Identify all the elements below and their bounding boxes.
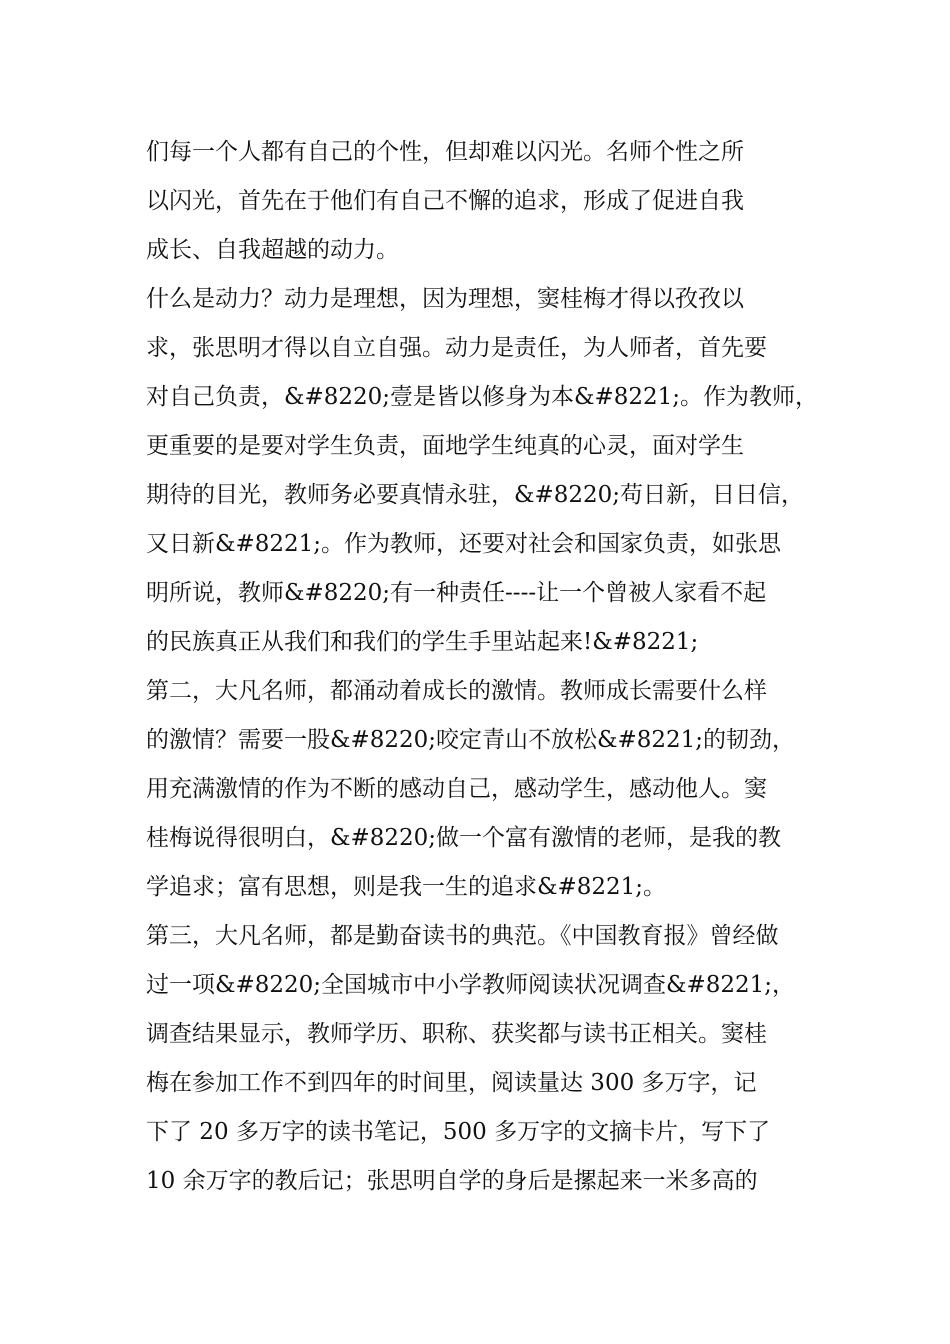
- text-line: 期待的目光，教师务必要真情永驻，&#8220;苟日新，日日信，: [146, 482, 805, 508]
- text-line: 的激情？需要一股&#8220;咬定青山不放松&#8221;的韧劲，: [146, 727, 796, 753]
- text-line: 过一项&#8220;全国城市中小学教师阅读状况调查&#8221;，: [146, 972, 796, 998]
- text-line: 第二，大凡名师，都涌动着成长的激情。教师成长需要什么样: [146, 678, 767, 704]
- text-line: 用充满激情的作为不断的感动自己，感动学生，感动他人。窦: [146, 776, 767, 802]
- text-line: 梅在参加工作不到四年的时间里，阅读量达 300 多万字，记: [146, 1070, 757, 1096]
- text-line: 对自己负责，&#8220;壹是皆以修身为本&#8221;。作为教师，: [146, 384, 819, 410]
- text-line: 学追求；富有思想，则是我一生的追求&#8221;。: [146, 874, 667, 900]
- text-line: 第三，大凡名师，都是勤奋读书的典范。《中国教育报》曾经做: [146, 923, 779, 949]
- text-line: 成长、自我超越的动力。: [146, 237, 399, 263]
- text-line: 以闪光，首先在于他们有自己不懈的追求，形成了促进自我: [146, 188, 744, 214]
- body-text: [146, 128, 819, 1206]
- text-line: 的民族真正从我们和我们的学生手里站起来!&#8221;: [146, 629, 699, 655]
- text-line: 明所说，教师&#8220;有一种责任----让一个曾被人家看不起: [146, 580, 767, 606]
- text-line: 更重要的是要对学生负责，面地学生纯真的心灵，面对学生: [146, 433, 744, 459]
- text-line: 求，张思明才得以自立自强。动力是责任，为人师者，首先要: [146, 335, 767, 361]
- text-line: 桂梅说得很明白，&#8220;做一个富有激情的老师，是我的教: [146, 825, 782, 851]
- text-line: 又日新&#8221;。作为教师，还要对社会和国家负责，如张思: [146, 531, 782, 557]
- text-line: 们每一个人都有自己的个性，但却难以闪光。名师个性之所: [146, 139, 744, 165]
- text-line: 调查结果显示，教师学历、职称、获奖都与读书正相关。窦桂: [146, 1021, 767, 1047]
- text-line: 下了 20 多万字的读书笔记，500 多万字的文摘卡片，写下了: [146, 1119, 771, 1145]
- text-line: 10 余万字的教后记；张思明自学的身后是摞起来一米多高的: [146, 1168, 758, 1194]
- text-line: 什么是动力？动力是理想，因为理想，窦桂梅才得以孜孜以: [146, 286, 744, 312]
